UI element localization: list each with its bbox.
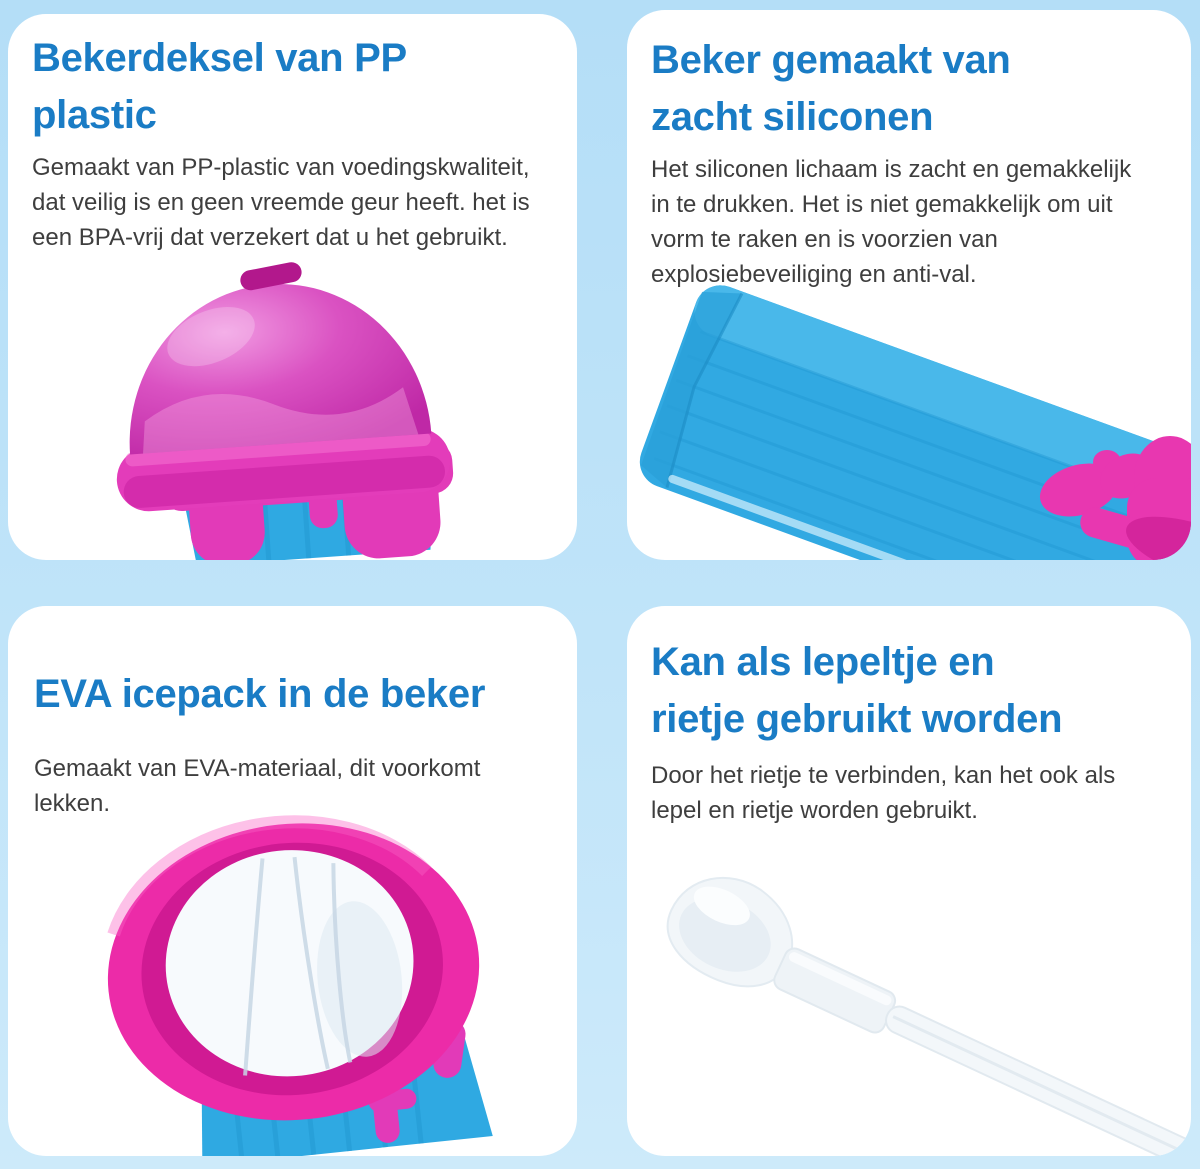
card-title-spoon-straw: Kan als lepeltje en rietje gebruikt worden: [651, 640, 1063, 741]
feature-card-lid: [8, 14, 577, 560]
spoon-straw: [653, 858, 1191, 1156]
card-body-cup: Het siliconen lichaam is zacht en gemakkelijk in te drukken. Het is niet gemakkelijk om uit vorm te raken en is voorzien van explosiebeveiliging en anti-val.: [651, 155, 1132, 288]
feature-card-spoon-straw: [627, 606, 1191, 1156]
card-title-cup: Beker gemaakt van zacht siliconen: [651, 38, 1011, 139]
feature-card-cup: [627, 10, 1191, 560]
card-body-lid: Gemaakt van PP-plastic van voedingskwaliteit, dat veilig is en geen vreemde geur heeft. het is een BPA-vrij dat verzekert dat u het gebruikt.: [32, 153, 530, 251]
feature-card-icepack: [8, 606, 577, 1156]
card-body-spoon-straw: Door het rietje te verbinden, kan het ook als lepel en rietje worden gebruikt.: [651, 761, 1116, 824]
pink-dome-lid: [117, 252, 431, 454]
card-title-icepack: EVA icepack in de beker: [34, 672, 486, 716]
card-body-icepack: Gemaakt van EVA-materiaal, dit voorkomt lekken.: [34, 754, 481, 817]
card-title-lid: Bekerdeksel van PP plastic: [32, 36, 407, 137]
